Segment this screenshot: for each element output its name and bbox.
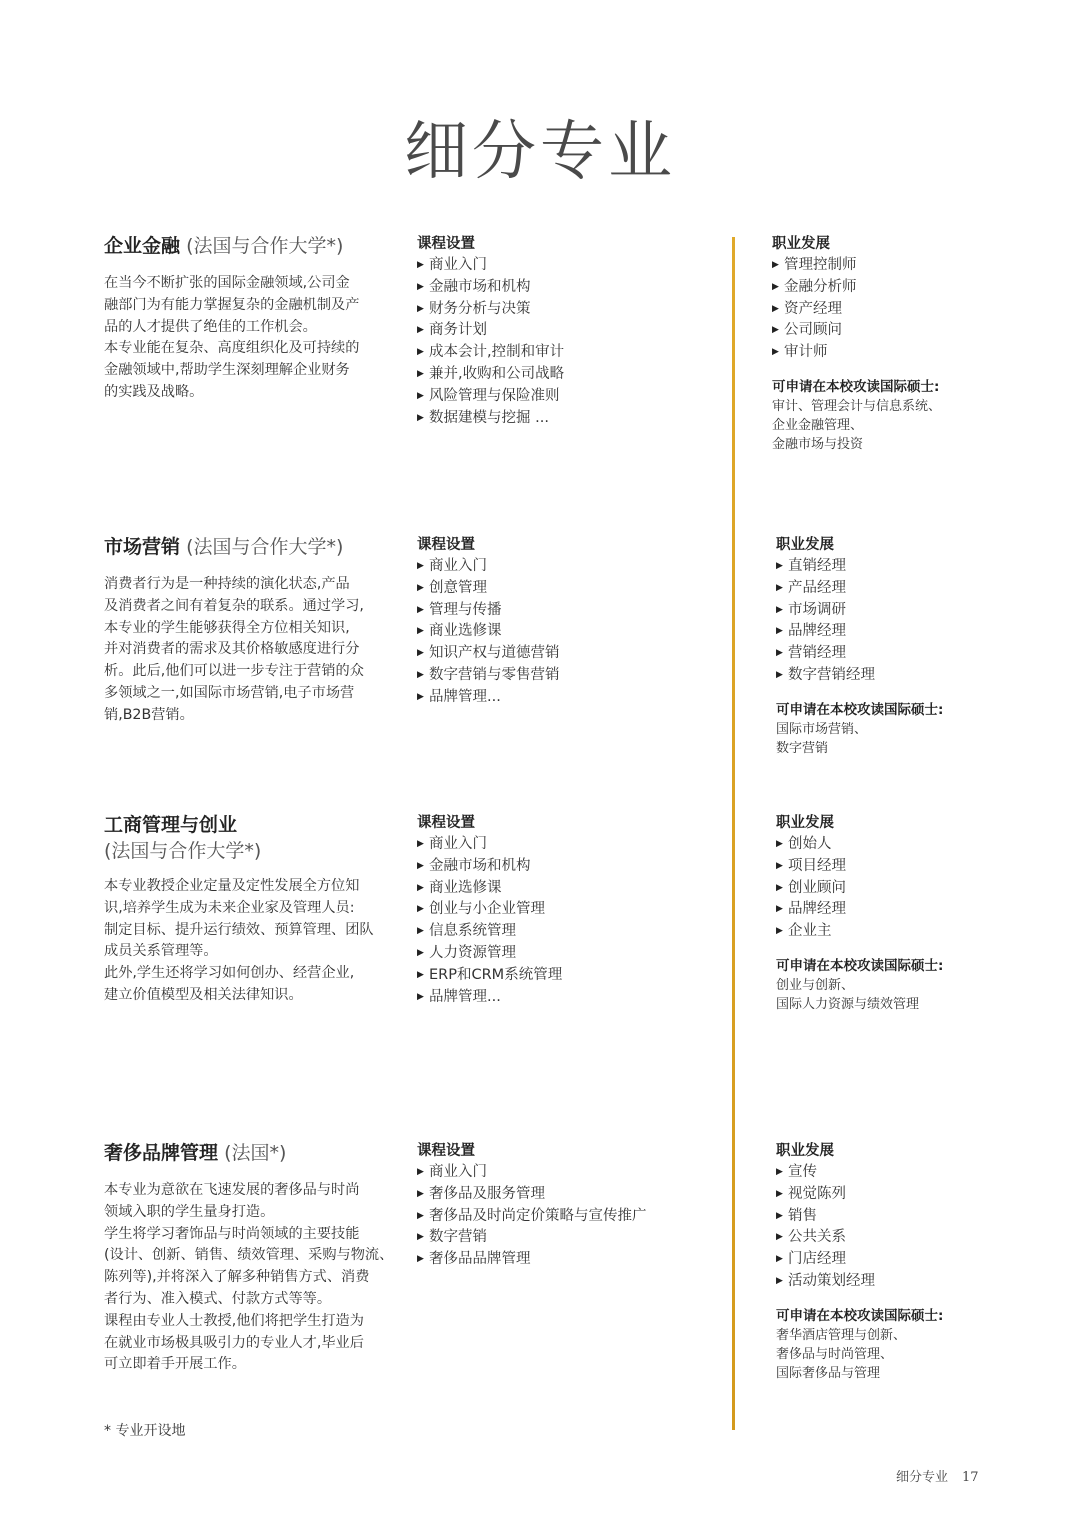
triangle-bullet-icon: ▶ <box>417 347 424 358</box>
triangle-bullet-icon: ▶ <box>417 303 424 314</box>
section-title: 工商管理与创业 (法国与合作大学*) <box>104 814 262 862</box>
section-intro <box>104 233 394 404</box>
list-item <box>776 621 1046 643</box>
triangle-bullet-icon: ▶ <box>772 281 779 292</box>
list-item <box>417 1249 717 1271</box>
career-list <box>776 1162 1046 1293</box>
triangle-bullet-icon: ▶ <box>776 926 783 937</box>
list-item <box>417 965 717 987</box>
masters-heading: 可申请在本校攻读国际硕士: <box>776 1307 944 1324</box>
courses-heading: 课程设置 <box>417 815 475 831</box>
list-item-label: 管理控制师 <box>784 257 857 273</box>
courses-list <box>417 255 717 429</box>
masters-text: 审计、管理会计与信息系统、 企业金融管理、 金融市场与投资 <box>772 398 942 452</box>
list-item-label: 宣传 <box>788 1164 817 1180</box>
career-list <box>772 255 1042 364</box>
list-item-label: 奢侈品品牌管理 <box>429 1251 531 1268</box>
list-item-label: 数字营销 <box>429 1229 487 1246</box>
list-item <box>776 1184 1046 1206</box>
masters-heading: 可申请在本校攻读国际硕士: <box>772 378 940 395</box>
courses-column <box>417 812 717 1008</box>
list-item-label: 金融分析师 <box>784 278 857 295</box>
masters-heading: 可申请在本校攻读国际硕士: <box>776 701 944 718</box>
list-item <box>417 687 717 709</box>
triangle-bullet-icon: ▶ <box>417 860 424 871</box>
list-item <box>417 899 717 921</box>
list-item <box>417 1162 717 1184</box>
list-item-label: 公共关系 <box>788 1229 846 1246</box>
list-item <box>417 987 717 1009</box>
list-item <box>776 578 1046 600</box>
list-item <box>772 277 1042 299</box>
list-item <box>417 834 717 856</box>
section-title: 企业金融 (法国与合作大学*) <box>104 235 344 257</box>
triangle-bullet-icon: ▶ <box>776 882 783 893</box>
list-item <box>772 299 1042 321</box>
triangle-bullet-icon: ▶ <box>417 969 424 980</box>
career-heading: 职业发展 <box>776 1143 834 1159</box>
triangle-bullet-icon: ▶ <box>776 904 783 915</box>
list-item-label: 风险管理与保险准则 <box>429 387 560 404</box>
courses-heading: 课程设置 <box>417 236 475 252</box>
list-item-label: 品牌管理... <box>429 988 501 1005</box>
list-item <box>776 1162 1046 1184</box>
list-item-label: 金融市场和机构 <box>429 278 531 295</box>
list-item-label: 商务计划 <box>429 322 487 339</box>
list-item-label: 活动策划经理 <box>788 1272 875 1289</box>
triangle-bullet-icon: ▶ <box>417 839 424 849</box>
section-title: 市场营销 (法国与合作大学*) <box>104 536 344 558</box>
courses-column <box>417 233 717 429</box>
list-item-label: 产品经理 <box>788 579 846 596</box>
list-item <box>417 320 717 342</box>
list-item-label: ERP和CRM系统管理 <box>429 966 563 983</box>
list-item-label: 创意管理 <box>429 579 487 596</box>
triangle-bullet-icon: ▶ <box>776 860 783 871</box>
list-item-label: 数字营销与零售营销 <box>429 666 560 683</box>
list-item-label: 商业入门 <box>429 836 487 852</box>
triangle-bullet-icon: ▶ <box>417 1254 424 1265</box>
triangle-bullet-icon: ▶ <box>417 882 424 893</box>
triangle-bullet-icon: ▶ <box>776 561 783 571</box>
list-item <box>417 408 717 430</box>
section-description: 本专业为意欲在飞速发展的奢侈品与时尚 领域入职的学生量身打造。 学生将学习奢饰品与时尚领域的主要技能 (设计、创新、销售、绩效管理、采购与物流、 陈列等),并将深入了解多种销售方式、消费 者行为、准入模式、付款方式等等。 课程由专业人士教授,他们将把学生打造为 在就业市场极具吸引力的专业人才,毕业后 可立即着手开展工作。 <box>104 1182 394 1373</box>
list-item-label: 直销经理 <box>788 558 846 574</box>
masters-heading: 可申请在本校攻读国际硕士: <box>776 957 944 974</box>
footnote: * 专业开设地 <box>104 1423 186 1439</box>
list-item-label: 资产经理 <box>784 300 842 317</box>
list-item <box>417 600 717 622</box>
section-title: 奢侈品牌管理 (法国*) <box>104 1142 287 1164</box>
career-heading: 职业发展 <box>776 815 834 831</box>
list-item <box>417 364 717 386</box>
triangle-bullet-icon: ▶ <box>417 325 424 336</box>
courses-column <box>417 534 717 709</box>
courses-list <box>417 1162 717 1271</box>
section-intro <box>104 534 394 727</box>
list-item-label: 市场调研 <box>788 601 846 618</box>
list-item-label: 创始人 <box>788 836 832 852</box>
masters-text: 奢华酒店管理与创新、 奢侈品与时尚管理、 国际奢侈品与管理 <box>776 1327 907 1381</box>
triangle-bullet-icon: ▶ <box>776 669 783 680</box>
list-item <box>776 856 1046 878</box>
list-item-label: 成本会计,控制和审计 <box>429 344 565 361</box>
triangle-bullet-icon: ▶ <box>776 1167 783 1177</box>
triangle-bullet-icon: ▶ <box>776 1210 783 1221</box>
list-item <box>776 600 1046 622</box>
list-item <box>417 1227 717 1249</box>
list-item-label: 企业主 <box>788 923 832 940</box>
list-item-label: 公司顾问 <box>784 322 842 339</box>
list-item <box>417 665 717 687</box>
triangle-bullet-icon: ▶ <box>776 604 783 615</box>
masters-text: 国际市场营销、 数字营销 <box>776 721 868 756</box>
list-item-label: 视觉陈列 <box>788 1185 846 1202</box>
list-item-label: 奢侈品及时尚定价策略与宣传推广 <box>429 1207 647 1224</box>
list-item-label: 商业选修课 <box>429 623 502 640</box>
list-item-label: 商业入门 <box>429 558 487 574</box>
list-item <box>776 1206 1046 1228</box>
triangle-bullet-icon: ▶ <box>776 626 783 637</box>
triangle-bullet-icon: ▶ <box>417 260 424 270</box>
list-item-label: 财务分析与决策 <box>429 300 531 317</box>
list-item <box>776 643 1046 665</box>
list-item <box>417 621 717 643</box>
list-item <box>776 1227 1046 1249</box>
list-item <box>776 1271 1046 1293</box>
triangle-bullet-icon: ▶ <box>776 1275 783 1286</box>
list-item-label: 奢侈品及服务管理 <box>429 1185 545 1202</box>
triangle-bullet-icon: ▶ <box>417 926 424 937</box>
triangle-bullet-icon: ▶ <box>417 1210 424 1221</box>
triangle-bullet-icon: ▶ <box>772 325 779 336</box>
section-description: 在当今不断扩张的国际金融领域,公司金 融部门为有能力掌握复杂的金融机制及产 品的人才提供了绝佳的工作机会。 本专业能在复杂、高度组织化及可持续的 金融领域中,帮助学生深刻理解企业财务 的实践及战略。 <box>104 275 360 400</box>
triangle-bullet-icon: ▶ <box>772 260 779 270</box>
list-item <box>776 899 1046 921</box>
list-item <box>776 878 1046 900</box>
career-column <box>776 812 1046 1014</box>
gold-divider <box>732 237 735 1430</box>
list-item-label: 销售 <box>788 1207 817 1224</box>
career-heading: 职业发展 <box>772 236 830 252</box>
list-item-label: 审计师 <box>784 344 828 361</box>
list-item <box>417 277 717 299</box>
triangle-bullet-icon: ▶ <box>417 1167 424 1177</box>
triangle-bullet-icon: ▶ <box>417 991 424 1002</box>
list-item <box>776 921 1046 943</box>
triangle-bullet-icon: ▶ <box>776 1254 783 1265</box>
list-item <box>417 943 717 965</box>
section-intro <box>104 1140 394 1376</box>
list-item <box>417 1206 717 1228</box>
list-item-label: 品牌管理... <box>429 688 501 705</box>
triangle-bullet-icon: ▶ <box>776 1232 783 1243</box>
list-item <box>417 386 717 408</box>
career-list <box>776 834 1046 943</box>
triangle-bullet-icon: ▶ <box>776 1188 783 1199</box>
list-item-label: 品牌经理 <box>788 623 846 640</box>
list-item <box>417 342 717 364</box>
list-item-label: 管理与传播 <box>429 601 502 618</box>
list-item <box>417 1184 717 1206</box>
triangle-bullet-icon: ▶ <box>417 648 424 659</box>
page-footer <box>896 1466 979 1485</box>
triangle-bullet-icon: ▶ <box>776 648 783 659</box>
list-item <box>417 856 717 878</box>
triangle-bullet-icon: ▶ <box>417 691 424 702</box>
triangle-bullet-icon: ▶ <box>417 281 424 292</box>
list-item <box>776 665 1046 687</box>
page-number: 17 <box>962 1470 979 1485</box>
triangle-bullet-icon: ▶ <box>417 412 424 423</box>
list-item <box>417 299 717 321</box>
list-item-label: 人力资源管理 <box>429 944 516 961</box>
courses-heading: 课程设置 <box>417 537 475 553</box>
triangle-bullet-icon: ▶ <box>417 904 424 915</box>
courses-list <box>417 556 717 709</box>
masters-text: 创业与创新、 国际人力资源与绩效管理 <box>776 977 920 1012</box>
courses-heading: 课程设置 <box>417 1143 475 1159</box>
triangle-bullet-icon: ▶ <box>417 582 424 593</box>
list-item-label: 数据建模与挖掘 ... <box>429 409 549 426</box>
courses-list <box>417 834 717 1008</box>
triangle-bullet-icon: ▶ <box>417 604 424 615</box>
career-column <box>772 233 1042 454</box>
list-item <box>417 878 717 900</box>
list-item <box>417 255 717 277</box>
list-item <box>417 556 717 578</box>
courses-column <box>417 1140 717 1271</box>
list-item <box>776 834 1046 856</box>
footer-section-name: 细分专业 <box>896 1470 949 1485</box>
list-item <box>776 556 1046 578</box>
triangle-bullet-icon: ▶ <box>772 303 779 314</box>
triangle-bullet-icon: ▶ <box>417 390 424 401</box>
list-item <box>417 578 717 600</box>
triangle-bullet-icon: ▶ <box>417 947 424 958</box>
list-item <box>772 320 1042 342</box>
list-item-label: 创业与小企业管理 <box>429 901 545 918</box>
page-title: 细分专业 <box>404 115 676 189</box>
career-heading: 职业发展 <box>776 537 834 553</box>
section-description: 本专业教授企业定量及定性发展全方位知 识,培养学生成为未来企业家及管理人员: 制定目标、提升运行绩效、预算管理、团队 成员关系管理等。 此外,学生还将学习如何创办、经营企业, 建立价值模型及相关法律知识。 <box>104 878 374 1003</box>
triangle-bullet-icon: ▶ <box>417 1188 424 1199</box>
list-item-label: 兼并,收购和公司战略 <box>429 365 565 382</box>
list-item-label: 门店经理 <box>788 1251 846 1268</box>
career-column <box>776 534 1046 758</box>
list-item-label: 商业入门 <box>429 257 487 273</box>
triangle-bullet-icon: ▶ <box>417 368 424 379</box>
triangle-bullet-icon: ▶ <box>776 582 783 593</box>
triangle-bullet-icon: ▶ <box>417 561 424 571</box>
list-item-label: 品牌经理 <box>788 901 846 918</box>
section-intro <box>104 812 394 1007</box>
triangle-bullet-icon: ▶ <box>772 347 779 358</box>
list-item-label: 营销经理 <box>788 645 846 662</box>
list-item <box>417 921 717 943</box>
career-column <box>776 1140 1046 1383</box>
triangle-bullet-icon: ▶ <box>417 669 424 680</box>
list-item-label: 商业入门 <box>429 1164 487 1180</box>
list-item <box>772 342 1042 364</box>
list-item-label: 金融市场和机构 <box>429 857 531 874</box>
list-item-label: 商业选修课 <box>429 879 502 896</box>
career-list <box>776 556 1046 687</box>
list-item <box>417 643 717 665</box>
triangle-bullet-icon: ▶ <box>417 1232 424 1243</box>
triangle-bullet-icon: ▶ <box>417 626 424 637</box>
list-item-label: 信息系统管理 <box>429 923 516 940</box>
list-item-label: 知识产权与道德营销 <box>429 645 560 662</box>
triangle-bullet-icon: ▶ <box>776 839 783 849</box>
list-item <box>772 255 1042 277</box>
list-item-label: 创业顾问 <box>788 879 846 896</box>
list-item <box>776 1249 1046 1271</box>
list-item-label: 项目经理 <box>788 857 846 874</box>
section-description: 消费者行为是一种持续的演化状态,产品 及消费者之间有着复杂的联系。通过学习, 本专业的学生能够获得全方位相关知识, 并对消费者的需求及其价格敏感度进行分 析。此后,他们可以进一步专注于营销的众 多领域之一,如国际市场营销,电子市场营 销,B2B营销。 <box>104 576 364 723</box>
list-item-label: 数字营销经理 <box>788 666 875 683</box>
